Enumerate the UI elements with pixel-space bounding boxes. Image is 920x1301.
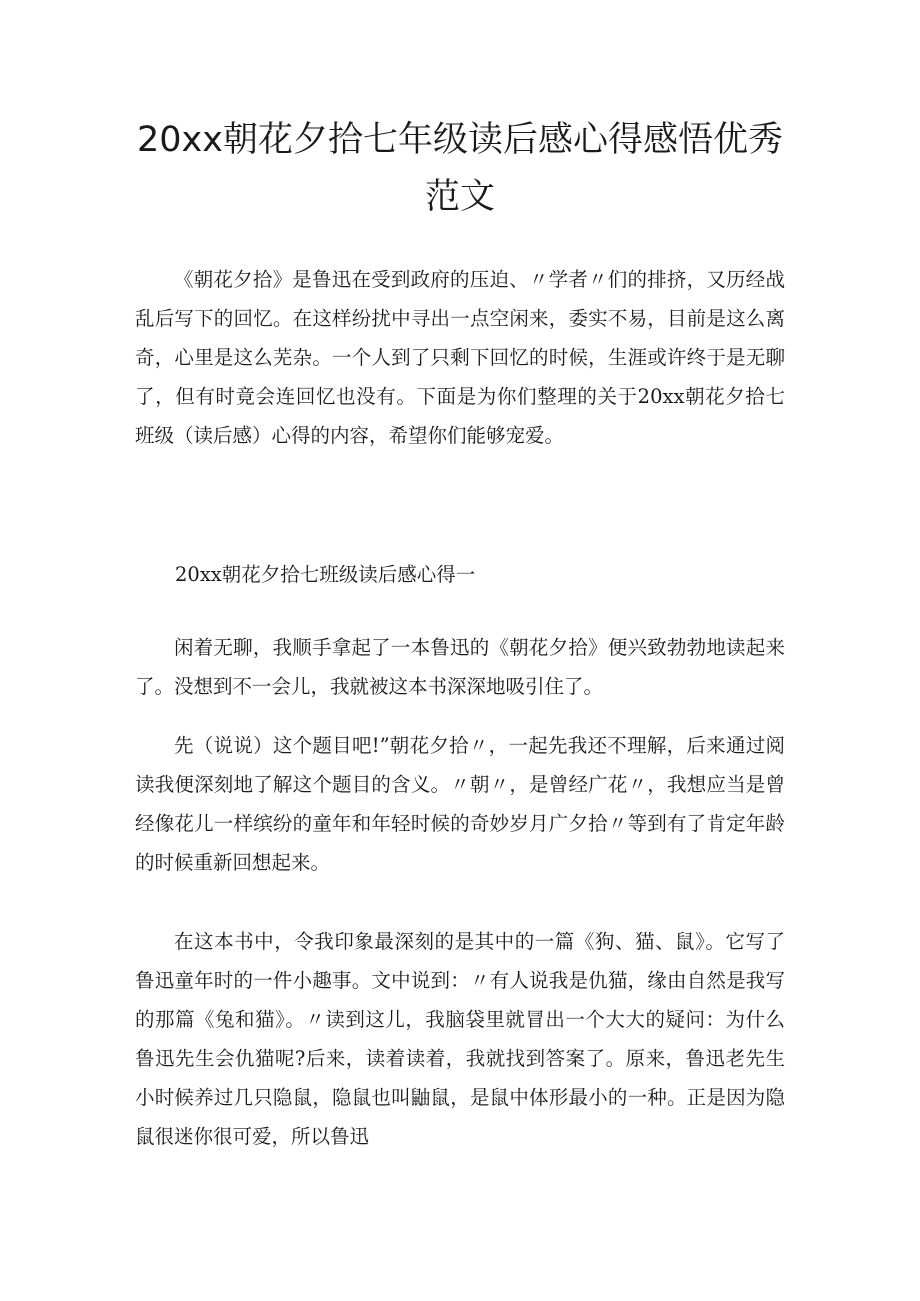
body-paragraph-3: 在这本书中，令我印象最深刻的是其中的一篇《狗、猫、鼠》。它写了鲁迅童年时的一件小趣事。文中说到：〃有人说我是仇猫，缘由自然是我写的那篇《兔和猫》。〃读到这儿，我脑袋里就冒出一个大大的疑问：为什么鲁迅先生会仇猫呢?后来，读着读着，我就找到答案了。原来，鲁迅老先生小时候养过几只隐鼠，隐鼠也叫鼬鼠，是鼠中体形最小的一种。正是因为隐鼠很迷你很可爱，所以鲁迅 (135, 930, 785, 1148)
body-paragraph-1: 闲着无聊，我顺手拿起了一本鲁迅的《朝花夕拾》便兴致勃勃地读起来了。没想到不一会儿，我就被这本书深深地吸引住了。 (135, 636, 785, 698)
document-title-line-1: 20xx朝花夕拾七年级读后感心得感悟优秀 (137, 120, 783, 160)
body-paragraph-2: 先（说说）这个题目吧!”朝花夕拾〃，一起先我还不理解，后来通过阅读我便深刻地了解这个题目的含义。〃朝〃，是曾经广花〃，我想应当是曾经像花儿一样缤纷的童年和年轻时候的奇妙岁月广夕拾〃等到有了肯定年龄的时候重新回想起来。 (135, 734, 785, 874)
document-title-line-2: 范文 (424, 177, 495, 217)
intro-paragraph: 《朝花夕拾》是鲁迅在受到政府的压迫、〃学者〃们的排挤，又历经战乱后写下的回忆。在这样纷扰中寻出一点空闲来，委实不易，目前是这么离奇，心里是这么芜杂。一个人到了只剩下回忆的时候，生涯或许终于是无聊了，但有时竟会连回忆也没有。下面是为你们整理的关于20xx朝花夕拾七班级（读后感）心得的内容，希望你们能够宠爱。 (135, 268, 785, 447)
section-heading: 20xx朝花夕拾七班级读后感心得一 (175, 563, 476, 586)
document-title (130, 112, 790, 226)
